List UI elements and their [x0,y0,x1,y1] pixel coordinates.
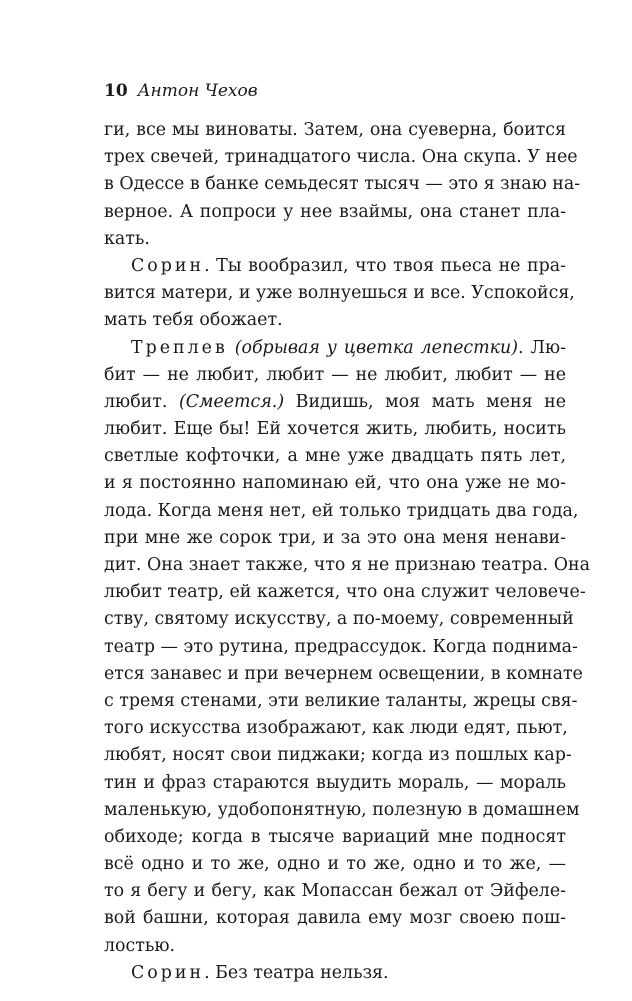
line-text: того искусства изображают, как люди едят, пьют, [104,718,568,739]
line-text: мать тебя обожает. [104,310,283,331]
line-text: любят, носят свои пиджаки; когда из пошлых кар- [104,745,572,766]
text-line [104,933,566,960]
line-text: трех свечей, тринадцатого числа. Она скупа. У нее [104,147,578,168]
text-line [104,362,566,389]
text-line [104,770,566,797]
line-text: с тремя стенами, эти великие таланты, жрецы свя- [104,690,578,711]
line-text: любит. Еще бы! Ей хочется жить, любить, носить [104,419,566,440]
line-text: ется занавес и при вечернем освещении, в комнате [104,663,583,684]
text-line [104,171,581,198]
line-text: вой башни, которая давила ему мозг своею пош- [104,908,566,929]
line-text: в Одессе в банке семьдесят тысяч — это я знаю на- [104,174,581,195]
text-line [104,525,566,552]
line-text: верное. А попроси у нее взаймы, она станет пла- [104,201,566,222]
line-text: . Без театра нельзя. [204,962,389,983]
text-line [104,443,566,470]
text-line [104,742,572,769]
text-line [104,280,575,307]
text-line [104,878,566,905]
text-line [104,960,566,987]
text-line [104,851,566,878]
line-text: ству, святому искусству, а по-моему, современный [104,609,574,630]
stage-direction: (обрывая у цветка лепестки) [234,337,518,358]
line-text: бит — не любит, любит — не любит, любит — не [104,364,566,385]
line-text: кать. [104,228,150,249]
text-line [104,117,566,144]
text-line [104,307,566,334]
text-line [104,552,590,579]
line-text: вится матери, и уже волнуешься и все. Успокойся, [104,283,575,304]
line-text: обиходе; когда в тысяче вариаций мне подносят [104,826,566,847]
line-text: ги, все мы виноваты. Затем, она суеверна, боится [104,120,566,140]
text-line [104,470,566,497]
line-text: . Ты вообразил, что твоя пьеса не пра- [204,255,566,276]
text-line [104,661,583,688]
text-line [104,498,579,525]
speaker-name: Сорин [131,255,205,276]
text-line [104,389,566,416]
text-line [104,905,566,932]
text-line [104,335,566,362]
text-line [104,688,578,715]
text-line [104,253,566,280]
line-text: театр — это рутина, предрассудок. Когда поднима- [104,636,578,657]
text-line [104,579,586,606]
page-number: 10 [104,81,128,101]
text-line [104,824,566,851]
running-head [104,80,258,102]
line-text: то я бегу и бегу, как Мопассан бежал от Эйфеле- [104,881,566,902]
line-text: светлые кофточки, а мне уже двадцать пять лет, [104,446,566,467]
text-line [104,606,574,633]
line-text: при мне же сорок три, и за это она меня ненави- [104,527,566,548]
body-text [104,117,590,987]
text-line [104,416,566,443]
text-line [104,634,578,661]
text-line [104,715,566,742]
line-text: лостью. [104,935,176,956]
text-line [104,144,578,171]
line-text: любит. [104,391,179,412]
text-line [104,797,580,824]
line-text: лода. Когда меня нет, ей только тридцать два года, [104,500,579,521]
line-text: и я постоянно напоминаю ей, что она уже не мо- [104,473,566,494]
text-line [104,199,566,226]
line-text: тин и фраз стараются выудить мораль, — мораль [104,772,566,793]
running-head-author: Антон Чехов [137,81,258,101]
speaker-name: Треплев [131,337,228,358]
line-text: любит театр, ей кажется, что она служит человече- [104,582,586,603]
line-text: дит. Она знает также, что я не признаю театра. Она [104,555,590,575]
text-line [104,226,566,253]
line-text: Видишь, моя мать меня не [284,391,566,412]
line-text: . Лю- [518,337,566,358]
stage-direction: (Смеется.) [178,391,285,412]
speaker-name: Сорин [131,962,205,983]
line-text: всё одно и то же, одно и то же, одно и то же, — [104,854,566,875]
line-text: маленькую, удобопонятную, полезную в домашнем [104,799,580,820]
